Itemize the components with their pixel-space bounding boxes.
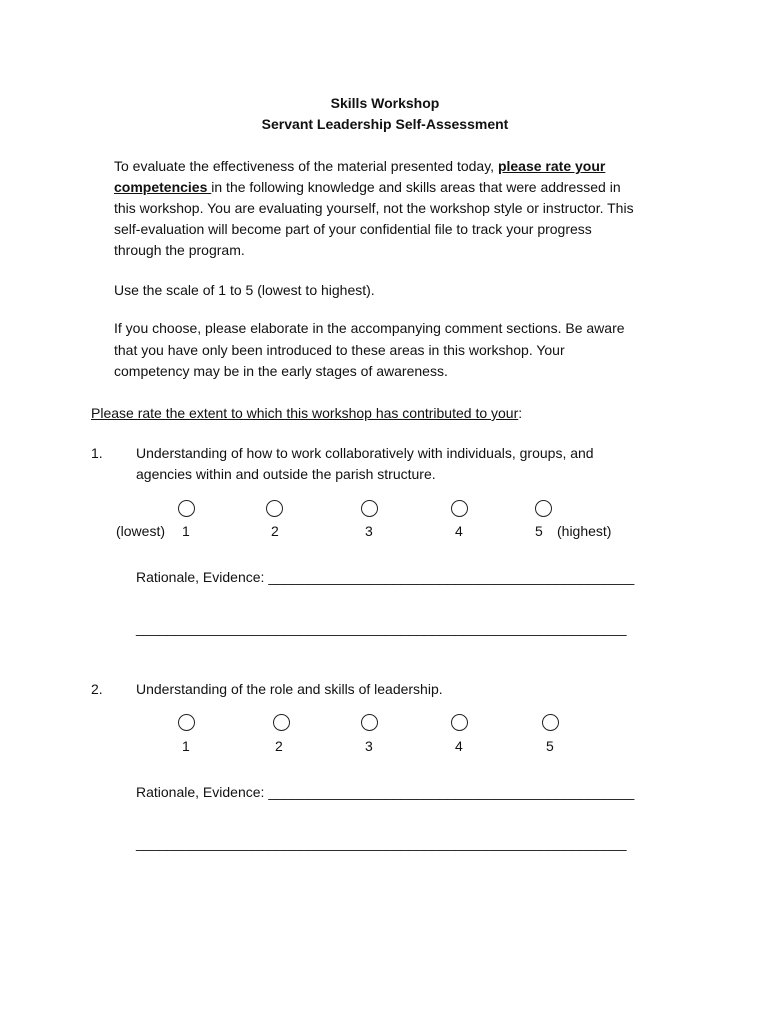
elaborate-line-3: competency may be in the early stages of awareness.	[114, 363, 448, 379]
rating-radio-3[interactable]	[361, 500, 378, 517]
rate-prompt-colon: :	[518, 405, 523, 421]
rating-radio-3[interactable]	[361, 714, 378, 731]
intro-line-4: self-evaluation will become part of your confidential file to track your progress	[114, 221, 592, 237]
rating-radio-2[interactable]	[266, 500, 283, 517]
rationale-label: Rationale, Evidence:	[136, 569, 265, 585]
scale-high-label: (highest)	[557, 523, 612, 539]
rating-radio-5[interactable]	[542, 714, 559, 731]
rating-radio-1[interactable]	[178, 714, 195, 731]
question-1-text-cont: agencies within and outside the parish structure.	[136, 466, 436, 482]
rating-radio-5[interactable]	[535, 500, 552, 517]
rate-prompt-text: Please rate the extent to which this workshop has contributed to your	[91, 405, 519, 421]
rationale-field-1[interactable]	[136, 569, 634, 585]
question-1-text: Understanding of how to work collaboratively with individuals, groups, and	[136, 445, 594, 461]
rating-radio-2[interactable]	[273, 714, 290, 731]
intro-line-5: through the program.	[114, 242, 245, 258]
scale-instruction: Use the scale of 1 to 5 (lowest to highest).	[114, 282, 375, 298]
rating-radio-4[interactable]	[451, 500, 468, 517]
rating-radio-4[interactable]	[451, 714, 468, 731]
intro-text: To evaluate the effectiveness of the material presented today,	[114, 158, 498, 174]
scale-low-label: (lowest)	[116, 523, 166, 539]
rating-label-1: 1	[182, 738, 190, 754]
rating-label-4: 4	[455, 523, 463, 539]
rating-label-3: 3	[365, 523, 373, 539]
document-title: Skills Workshop	[330, 95, 440, 111]
intro-line-3: this workshop. You are evaluating yourself, not the workshop style or instructor. This	[114, 200, 634, 216]
elaborate-line-1: If you choose, please elaborate in the accompanying comment sections. Be aware	[114, 320, 625, 336]
rating-label-5: 5	[535, 523, 543, 539]
elaborate-line-2: that you have only been introduced to these areas in this workshop. Your	[114, 342, 565, 358]
document-subtitle: Servant Leadership Self-Assessment	[261, 116, 509, 132]
question-2-text: Understanding of the role and skills of leadership.	[136, 681, 443, 697]
rating-radio-1[interactable]	[178, 500, 195, 517]
rating-label-1: 1	[182, 523, 190, 539]
rating-label-2: 2	[271, 523, 279, 539]
rationale-blank-line[interactable]: _______________________________________________________________	[136, 835, 627, 851]
rate-prompt	[91, 405, 522, 421]
intro-text: in the following knowledge and skills areas that were addressed in	[211, 179, 621, 195]
rationale-field-2[interactable]	[136, 784, 634, 800]
rationale-blank-line[interactable]: _______________________________________________________________	[136, 620, 627, 636]
question-1-number: 1.	[91, 445, 103, 461]
rating-label-5: 5	[546, 738, 554, 754]
rating-label-2: 2	[275, 738, 283, 754]
rating-label-4: 4	[455, 738, 463, 754]
intro-emphasis: competencies	[114, 179, 212, 195]
rationale-blank: _______________________________________________	[268, 784, 635, 800]
rating-label-3: 3	[365, 738, 373, 754]
intro-line-2	[114, 179, 621, 195]
intro-line-1	[114, 158, 605, 174]
question-2-number: 2.	[91, 681, 103, 697]
intro-emphasis: please rate your	[497, 158, 606, 174]
rationale-blank: _______________________________________________	[268, 569, 635, 585]
rationale-label: Rationale, Evidence:	[136, 784, 265, 800]
